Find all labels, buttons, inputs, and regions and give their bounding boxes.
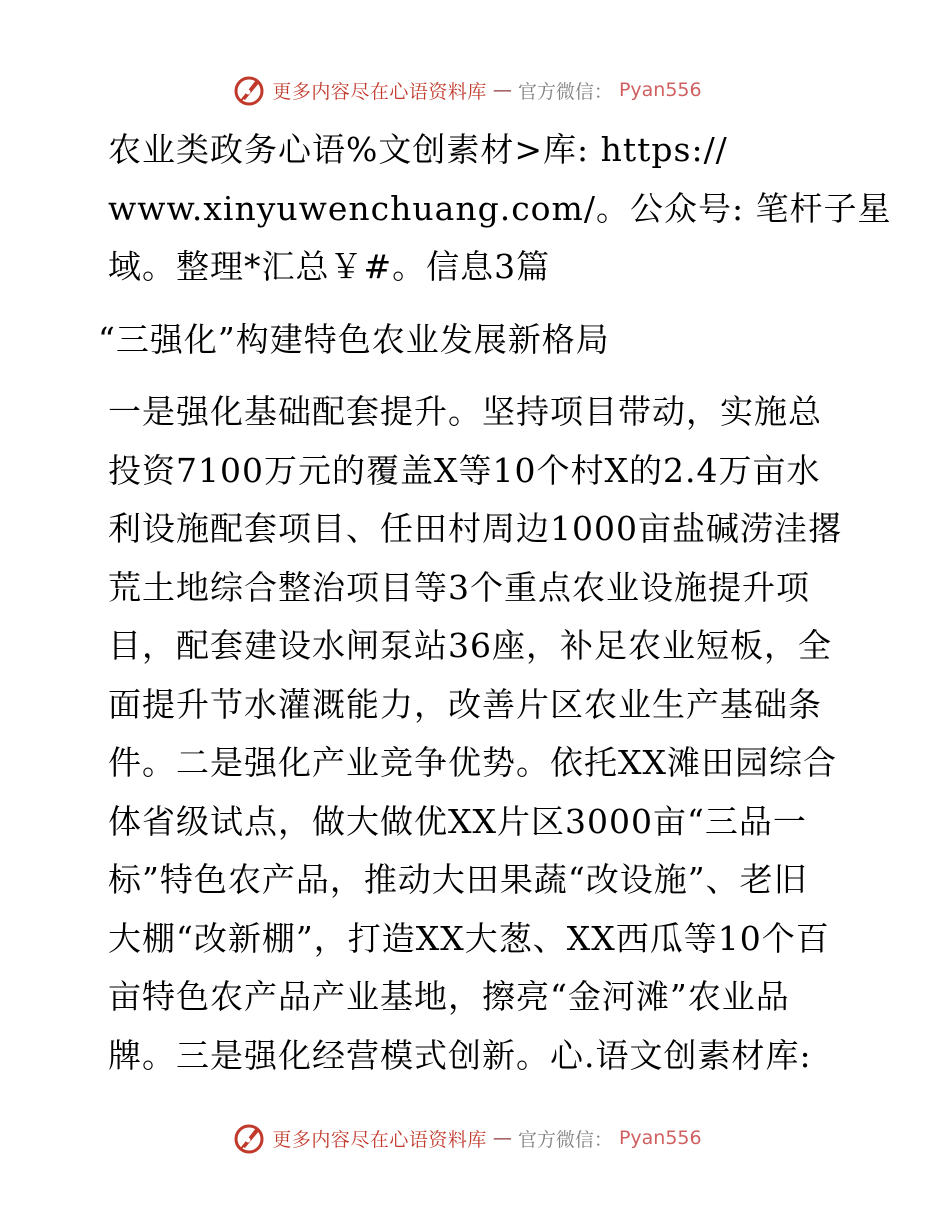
intro-line: www.xinyuwenchuang.com/。公众号: 笔杆子星: [108, 188, 892, 228]
banner-separator: —: [492, 1127, 512, 1149]
quill-pen-logo-icon: [232, 73, 266, 107]
body-line: 投资7100万元的覆盖X等10个村X的2.4万亩水: [108, 450, 821, 490]
body-line: 件。二是强化产业竞争优势。依托XX滩田园综合: [108, 743, 837, 782]
footer-banner-content: [232, 1121, 701, 1155]
banner-wechat-label: 官方微信：: [517, 80, 613, 103]
header-banner: [0, 70, 950, 110]
intro-line: 农业类政务心语%文创素材>库: https://: [108, 130, 728, 169]
article-title: [98, 311, 858, 370]
body-line: 利设施配套项目、任田村周边1000亩盐碱涝洼撂: [108, 509, 842, 548]
body-line: 目，配套建设水闸泵站36座，补足农业短板，全: [108, 626, 832, 665]
banner-text: 更多内容尽在心语资料库: [272, 80, 487, 103]
body-line: 面提升节水灌溉能力，改善片区农业生产基础条: [108, 684, 822, 724]
body-line: 标”特色农产品，推动大田果蔬“改设施”、老旧: [108, 860, 808, 899]
article-title-text: “三强化”构建特色农业发展新格局: [98, 319, 610, 359]
document-body: [98, 121, 892, 1085]
banner-text: 更多内容尽在心语资料库: [272, 1128, 487, 1151]
header-banner-content: [232, 73, 701, 107]
body-line: 大棚“改新棚”，打造XX大葱、XX西瓜等10个百: [108, 918, 830, 958]
body-line: 荒土地综合整治项目等3个重点农业设施提升项: [108, 567, 810, 607]
quill-pen-logo-icon: [232, 1121, 266, 1155]
banner-wechat-id: Pyan556: [618, 79, 702, 101]
body-line: 牌。三是强化经营模式创新。心.语文创素材库:: [108, 1035, 812, 1075]
body-line: 体省级试点，做大做优XX片区3000亩“三品一: [108, 801, 807, 841]
intro-paragraph: [98, 121, 892, 297]
footer-banner: [0, 1118, 950, 1158]
intro-line: 域。整理*汇总￥#。信息3篇: [108, 247, 551, 286]
banner-separator: —: [492, 79, 512, 101]
banner-wechat-label: 官方微信：: [517, 1128, 613, 1151]
body-line: 亩特色农产品产业基地，擦亮“金河滩”农业品: [108, 977, 790, 1016]
body-line: 一是强化基础配套提升。坚持项目带动，实施总: [108, 392, 822, 431]
banner-wechat-id: Pyan556: [618, 1127, 702, 1149]
article-paragraph: [98, 383, 858, 1085]
